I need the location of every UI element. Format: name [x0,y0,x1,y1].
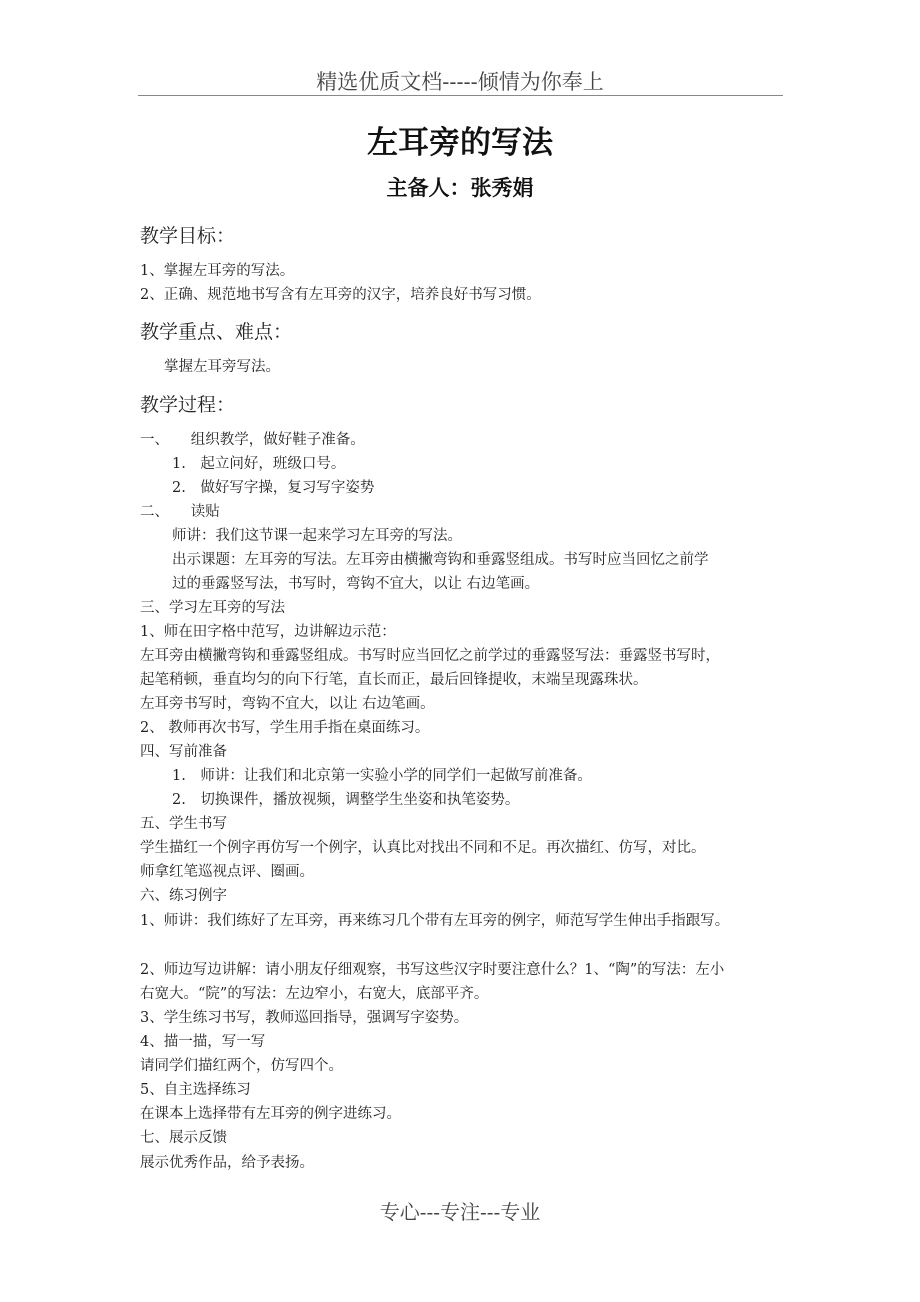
header-divider [138,95,783,96]
process-line: 六、练习例字 [140,888,227,904]
process-heading: 教学过程： [140,394,236,416]
document-title: 左耳旁的写法 [367,125,553,161]
process-line: 1. 起立问好，班级口号。 [172,456,346,472]
objective-item: 2、正确、规范地书写含有左耳旁的汉字，培养良好书写习惯。 [140,287,541,303]
process-line: 2. 做好写字操，复习写字姿势 [172,480,375,496]
process-line: 七、展示反馈 [140,1130,227,1146]
process-line: 3、学生练习书写，教师巡回指导，强调写字姿势。 [140,1010,469,1026]
process-line: 学生描红一个例字再仿写一个例字，认真比对找出不同和不足。再次描红、仿写，对比。 [140,840,706,856]
process-line: 师拿红笔巡视点评、圈画。 [140,864,314,880]
process-line: 师讲：我们这节课一起来学习左耳旁的写法。 [172,528,462,544]
objectives-heading: 教学目标： [140,225,236,247]
process-line: 过的垂露竖写法，书写时，弯钩不宜大，以让 右边笔画。 [172,576,540,592]
process-line: 2. 切换课件，播放视频，调整学生坐姿和执笔姿势。 [172,792,520,808]
page-header: 精选优质文档-----倾情为你奉上 [316,70,604,94]
process-line: 4、描一描，写一写 [140,1034,266,1050]
process-line: 请同学们描红两个，仿写四个。 [140,1058,343,1074]
document-subtitle: 主备人：张秀娟 [386,175,534,200]
process-line: 2、 教师再次书写，学生用手指在桌面练习。 [140,720,430,736]
process-line: 1、师讲：我们练好了左耳旁，再来练习几个带有左耳旁的例字，师范写学生伸出手指跟写。 [140,913,730,929]
process-line: 出示课题：左耳旁的写法。左耳旁由横撇弯钩和垂露竖组成。书写时应当回忆之前学 [172,552,709,568]
objective-item: 1、掌握左耳旁的写法。 [140,263,295,279]
key-points-heading: 教学重点、难点： [140,321,293,343]
process-line: 2、师边写边讲解：请小朋友仔细观察，书写这些汉字时要注意什么？1、“陶”的写法：左小 [140,962,725,978]
key-points-text: 掌握左耳旁写法。 [164,359,280,375]
process-line: 五、学生书写 [140,816,227,832]
page-footer: 专心---专注---专业 [379,1200,541,1224]
process-line: 右宽大。“院”的写法：左边窄小，右宽大，底部平齐。 [140,986,489,1002]
process-line: 5、自主选择练习 [140,1082,251,1098]
process-line: 1. 师讲：让我们和北京第一实验小学的同学们一起做写前准备。 [172,768,592,784]
process-line: 展示优秀作品，给予表扬。 [140,1155,314,1171]
process-line: 三、学习左耳旁的写法 [140,600,285,616]
process-line: 四、写前准备 [140,744,227,760]
process-line: 1、师在田字格中范写，边讲解边示范： [140,624,396,640]
process-line: 二、 读贴 [140,504,220,520]
process-line: 起笔稍顿，垂直均匀的向下行笔，直长而正，最后回锋提收，末端呈现露珠状。 [140,672,648,688]
process-line: 左耳旁由横撇弯钩和垂露竖组成。书写时应当回忆之前学过的垂露竖写法：垂露竖书写时， [140,648,720,664]
process-line: 左耳旁书写时，弯钩不宜大，以让 右边笔画。 [140,696,435,712]
process-line: 在课本上选择带有左耳旁的例字进练习。 [140,1106,401,1122]
process-line: 一、 组织教学，做好鞋子准备。 [140,432,365,448]
